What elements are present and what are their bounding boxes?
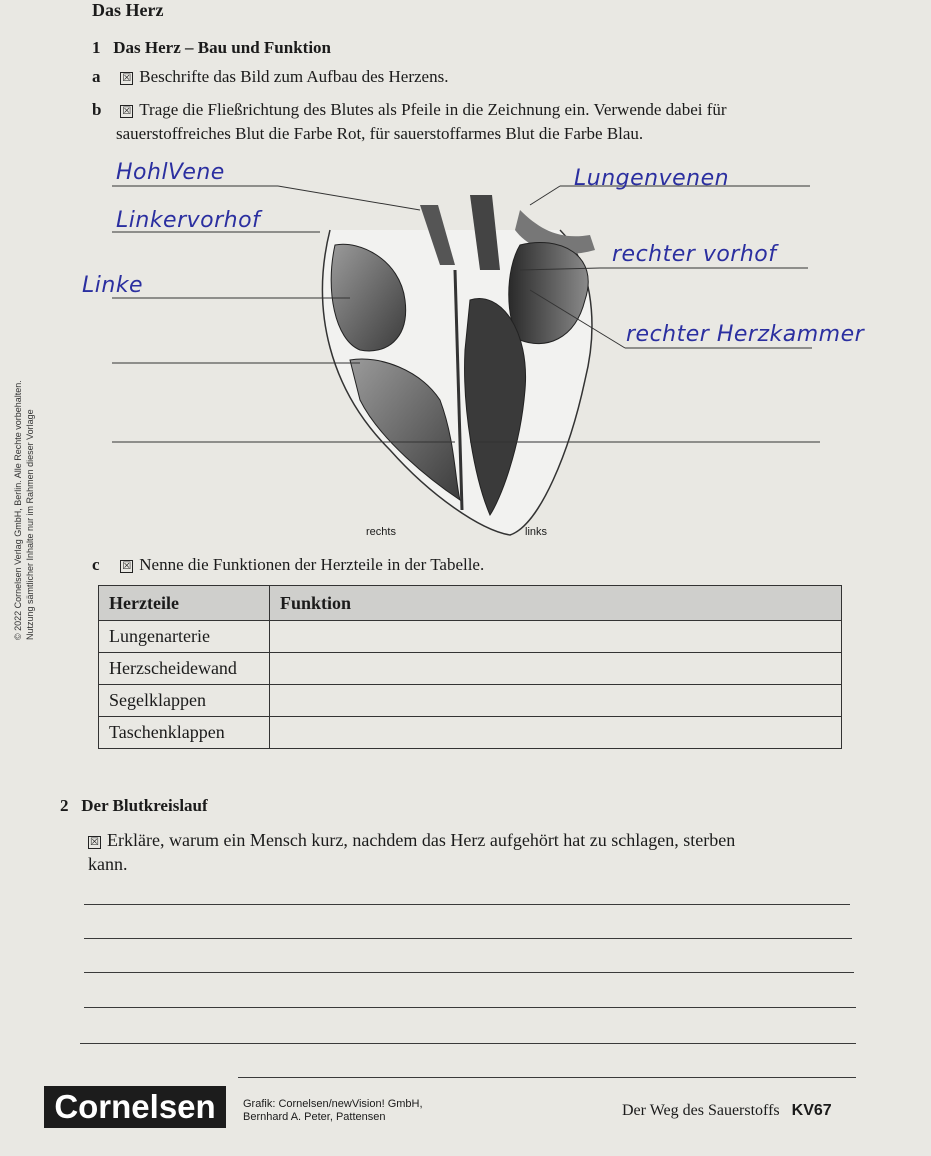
task-c-text: Nenne die Funktionen der Herzteile in der Tabelle. — [139, 555, 485, 574]
task-b-line2: sauerstoffreiches Blut die Farbe Rot, für sauerstoffarmes Blut die Farbe Blau. — [116, 124, 644, 143]
task-b-line1: Trage die Fließrichtung des Blutes als Pfeile in die Zeichnung ein. Verwende dabei für — [139, 100, 727, 119]
table-header-cell: Funktion — [270, 586, 842, 621]
task-a — [92, 67, 448, 87]
task-c — [92, 555, 484, 575]
table-cell-part: Taschenklappen — [99, 717, 270, 749]
function-table — [98, 585, 842, 749]
section1-heading — [92, 38, 331, 58]
handwritten-label: Lungenvenen — [574, 166, 730, 191]
section2-line1: Erkläre, warum ein Mensch kurz, nachdem das Herz aufgehört hat zu schlagen, sterben — [107, 830, 736, 850]
cornelsen-logo: Cornelsen — [44, 1086, 226, 1128]
table-cell-part: Segelklappen — [99, 685, 270, 717]
answer-line[interactable] — [238, 1077, 856, 1078]
label-rechts: rechts — [366, 526, 396, 538]
answer-line[interactable] — [84, 938, 852, 939]
table-row — [99, 653, 842, 685]
table-cell-part: Herzscheidewand — [99, 653, 270, 685]
table-cell-function[interactable] — [270, 685, 842, 717]
page-title: Das Herz — [92, 0, 164, 20]
series-title: Der Weg des Sauerstoffs — [622, 1102, 780, 1119]
table-row — [99, 717, 842, 749]
handwritten-label: Linkervorhof — [116, 208, 261, 233]
task-b — [92, 98, 727, 146]
section2-heading — [60, 796, 208, 816]
table-header-cell: Herzteile — [99, 586, 270, 621]
table-cell-function[interactable] — [270, 621, 842, 653]
task-c-letter: c — [92, 555, 100, 574]
answer-line[interactable] — [84, 972, 854, 973]
footer-series — [622, 1102, 832, 1120]
table-row — [99, 621, 842, 653]
checkbox-icon[interactable]: ☒ — [88, 836, 101, 849]
handwritten-label: rechter Herzkammer — [626, 322, 865, 347]
table-header-row — [99, 586, 842, 621]
checkbox-icon[interactable]: ☒ — [120, 560, 133, 573]
answer-line[interactable] — [84, 904, 850, 905]
credit-line1: Grafik: Cornelsen/newVision! GmbH, — [243, 1098, 423, 1110]
table-cell-function[interactable] — [270, 653, 842, 685]
task-a-text: Beschrifte das Bild zum Aufbau des Herzens. — [139, 67, 449, 86]
copyright-text: © 2022 Cornelsen Verlag GmbH, Berlin. Alle Rechte vorbehalten. — [13, 380, 23, 640]
section1-title: Das Herz – Bau und Funktion — [113, 38, 331, 57]
section2-title: Der Blutkreislauf — [81, 796, 208, 815]
task-a-letter: a — [92, 67, 101, 86]
answer-line[interactable] — [84, 1007, 856, 1008]
handwritten-label: rechter vorhof — [612, 242, 777, 267]
table-cell-function[interactable] — [270, 717, 842, 749]
section2-line2: kann. — [88, 854, 128, 874]
worksheet-code: KV67 — [791, 1102, 832, 1119]
table-row — [99, 685, 842, 717]
task-b-letter: b — [92, 100, 102, 119]
credit-line2: Bernhard A. Peter, Pattensen — [243, 1111, 386, 1123]
label-links: links — [525, 526, 548, 538]
section2-number: 2 — [60, 796, 69, 815]
table-cell-part: Lungenarterie — [99, 621, 270, 653]
checkbox-icon[interactable]: ☒ — [120, 72, 133, 85]
handwritten-label: Linke — [82, 273, 144, 298]
graphic-credit — [243, 1098, 423, 1124]
usage-text: Nutzung sämtlicher Inhalte nur im Rahmen dieser Vorlage — [25, 409, 35, 640]
checkbox-icon[interactable]: ☒ — [120, 105, 133, 118]
section1-number: 1 — [92, 38, 101, 57]
answer-line[interactable] — [80, 1043, 856, 1044]
handwritten-label: HohlVene — [116, 160, 225, 185]
section2-task — [88, 828, 868, 876]
